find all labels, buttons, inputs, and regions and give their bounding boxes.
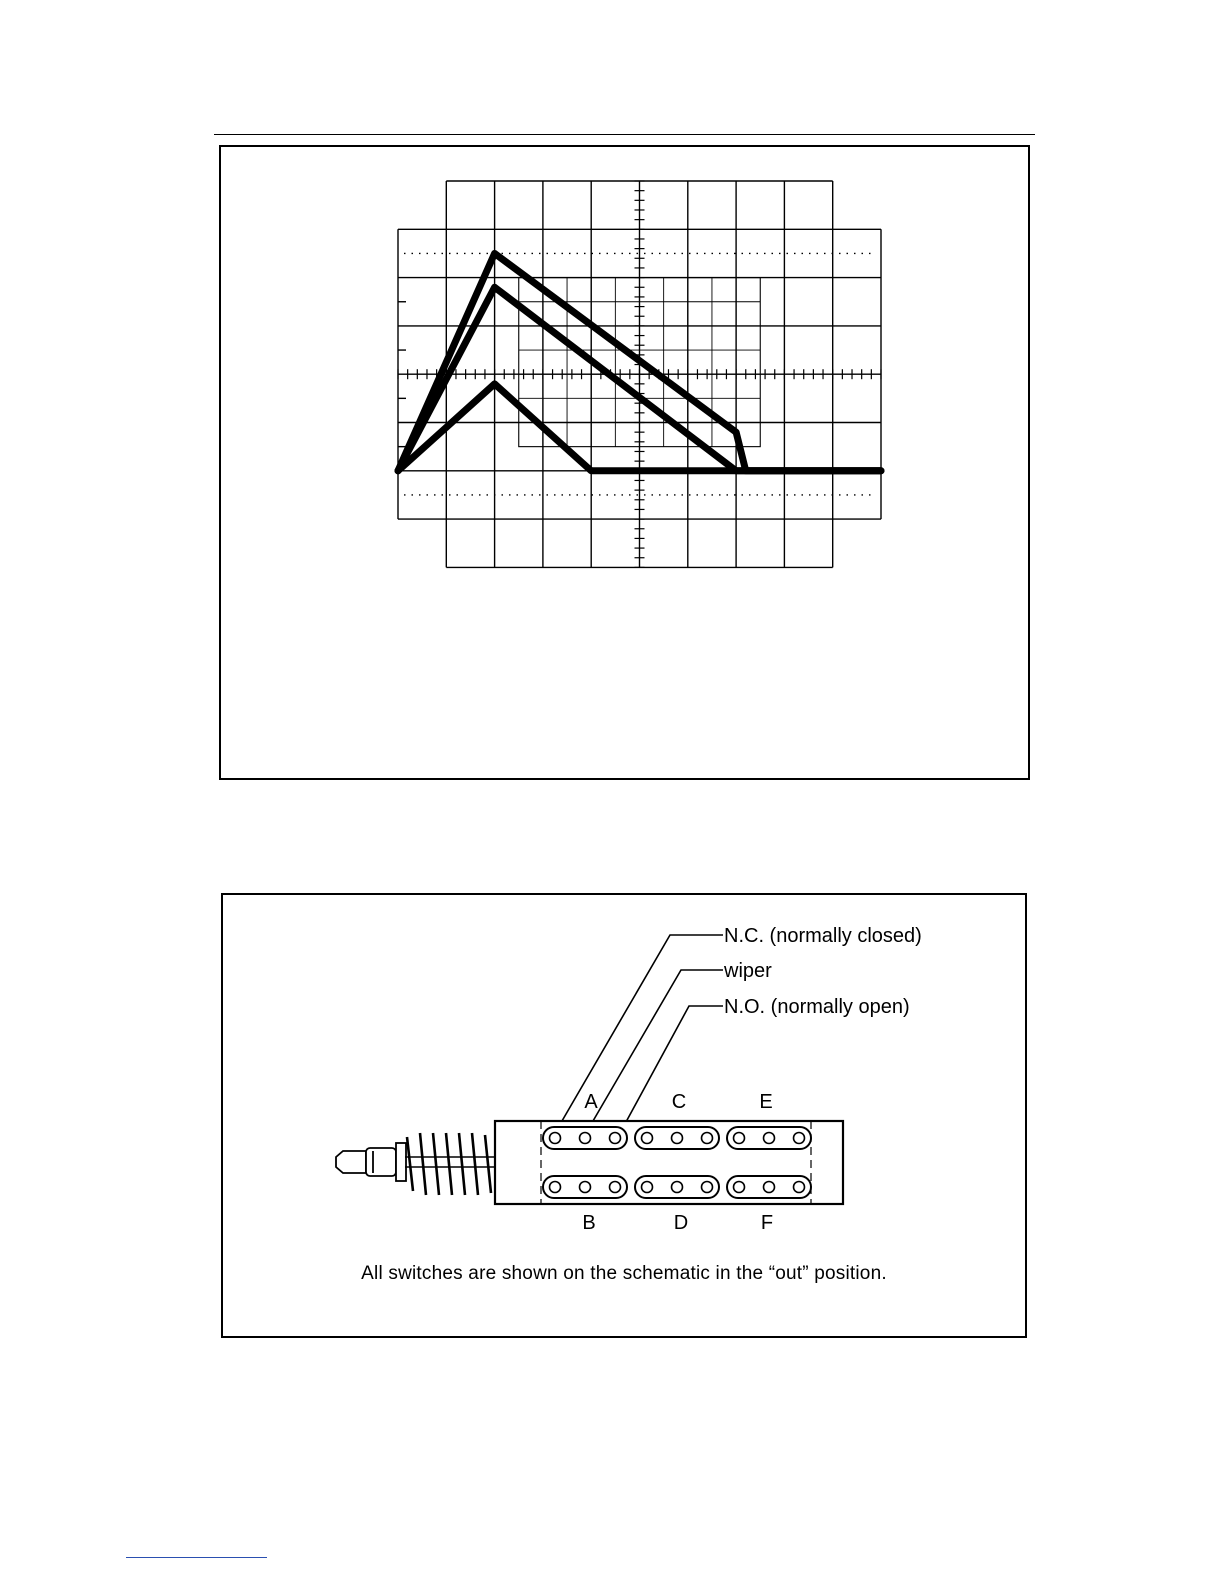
contact-terminal: [794, 1182, 805, 1193]
contact-terminal: [764, 1182, 775, 1193]
no-callout-label: N.O. (normally open): [724, 996, 910, 1018]
contact-terminal: [580, 1133, 591, 1144]
top-rule: [214, 134, 1035, 135]
footer-link-rule: [126, 1557, 267, 1558]
contact-terminal: [642, 1182, 653, 1193]
nc-callout-label: N.C. (normally closed): [724, 925, 922, 947]
contact-terminal: [672, 1133, 683, 1144]
section-label-d: D: [673, 1212, 689, 1234]
switch-caption: All switches are shown on the schematic in the “out” position.: [361, 1263, 887, 1284]
contact-terminal: [702, 1133, 713, 1144]
contact-terminal: [734, 1133, 745, 1144]
switch-figure-panel: [221, 893, 1027, 1338]
contact-terminal: [672, 1182, 683, 1193]
no-leader-line: [620, 1006, 723, 1133]
oscilloscope-graticule: [221, 147, 1032, 782]
spring: [405, 1133, 495, 1195]
wiper-leader-line: [586, 970, 723, 1133]
contact-terminal: [610, 1133, 621, 1144]
contact-terminal: [550, 1133, 561, 1144]
contact-terminal: [550, 1182, 561, 1193]
plunger-collar: [366, 1148, 396, 1176]
contact-terminal: [794, 1133, 805, 1144]
section-label-b: B: [582, 1212, 596, 1234]
contact-terminal: [580, 1182, 591, 1193]
callout-leaders: [555, 935, 723, 1133]
contact-terminal: [764, 1133, 775, 1144]
contact-terminal: [610, 1182, 621, 1193]
contact-terminal: [734, 1182, 745, 1193]
plunger: [336, 1143, 406, 1181]
section-label-c: C: [671, 1091, 687, 1113]
plunger-shaft: [396, 1143, 406, 1181]
section-label-a: A: [584, 1091, 598, 1113]
scope-figure-panel: [219, 145, 1030, 780]
plunger-tip: [336, 1151, 366, 1173]
section-label-e: E: [759, 1091, 773, 1113]
contact-terminal: [642, 1133, 653, 1144]
section-label-f: F: [760, 1212, 774, 1234]
wiper-callout-label: wiper: [724, 960, 772, 982]
contact-terminal: [702, 1182, 713, 1193]
nc-leader-line: [555, 935, 723, 1133]
